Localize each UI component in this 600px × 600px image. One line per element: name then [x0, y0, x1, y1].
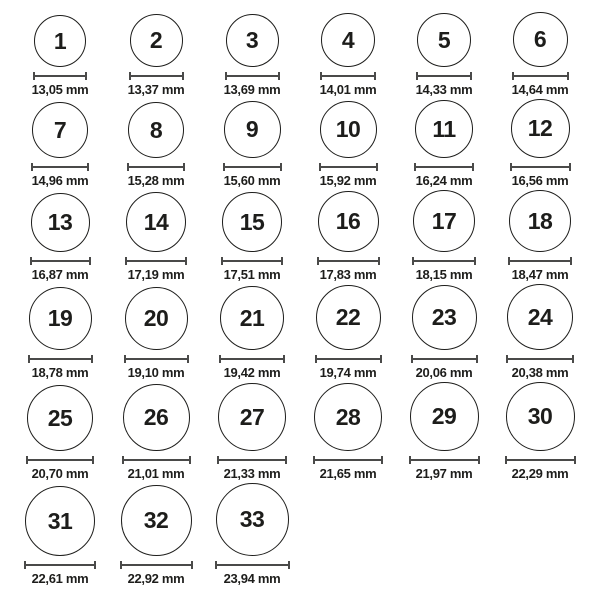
ruler-line	[221, 358, 283, 360]
ring-size-item	[125, 192, 187, 280]
ruler-line	[217, 564, 288, 566]
ring-size-number: 18	[527, 207, 553, 234]
ring-size-item	[122, 384, 191, 479]
diameter-ruler-icon	[215, 561, 290, 569]
ring-size-number: 11	[432, 115, 456, 142]
diameter-ruler-icon	[319, 163, 378, 171]
diameter-ruler-icon	[30, 257, 91, 265]
ring-circle-icon	[224, 101, 281, 158]
ruler-line	[35, 75, 85, 77]
diameter-ruler-icon	[31, 163, 89, 171]
chart-row-5	[12, 382, 588, 479]
ruler-line	[219, 459, 285, 461]
ring-circle-icon	[511, 99, 570, 158]
diameter-ruler-icon	[409, 456, 480, 464]
ring-size-number: 23	[431, 304, 457, 330]
ruler-line	[508, 358, 572, 360]
ruler-line	[512, 166, 569, 168]
ring-size-number: 25	[47, 404, 73, 431]
ring-circle-icon	[27, 385, 93, 451]
ring-circle-icon	[314, 383, 382, 451]
ruler-line	[414, 260, 474, 262]
diameter-label: 13,69 mm	[223, 82, 281, 97]
ruler-line	[131, 75, 182, 77]
ring-size-item	[319, 101, 378, 186]
ring-circle-icon	[318, 191, 379, 252]
ring-size-number: 31	[47, 507, 73, 534]
ring-size-item	[224, 14, 281, 95]
ring-circle-icon	[34, 15, 86, 67]
ring-size-number: 1	[53, 27, 67, 54]
ring-size-number: 5	[437, 26, 451, 53]
ruler-line	[122, 564, 191, 566]
diameter-label: 21,33 mm	[223, 466, 281, 481]
ring-size-item	[128, 14, 185, 95]
diameter-ruler-icon	[506, 355, 574, 363]
chart-row-2	[12, 99, 588, 186]
ring-size-number: 13	[47, 209, 73, 235]
ring-size-item	[313, 383, 383, 479]
diameter-ruler-icon	[219, 355, 285, 363]
ruler-line	[510, 260, 570, 262]
diameter-label: 19,10 mm	[127, 365, 185, 380]
ring-size-number: 26	[143, 404, 169, 430]
ring-size-number: 2	[149, 27, 163, 53]
diameter-ruler-icon	[120, 561, 193, 569]
ring-size-item	[409, 382, 480, 479]
ring-circle-icon	[25, 486, 95, 556]
diameter-label: 16,87 mm	[31, 267, 89, 282]
diameter-ruler-icon	[414, 163, 474, 171]
ring-size-item	[315, 285, 382, 378]
diameter-label: 22,61 mm	[31, 571, 89, 586]
diameter-ruler-icon	[317, 257, 380, 265]
ring-size-item	[215, 483, 290, 584]
ring-size-number: 19	[47, 305, 73, 331]
ruler-line	[321, 166, 376, 168]
diameter-ruler-icon	[26, 456, 94, 464]
ring-size-number: 20	[143, 305, 169, 331]
chart-row-6	[12, 483, 588, 584]
ring-size-item	[127, 102, 185, 186]
ring-size-item	[508, 190, 572, 280]
ruler-line	[26, 564, 94, 566]
ruler-line	[30, 358, 91, 360]
ring-size-item	[219, 286, 285, 378]
ruler-line	[127, 260, 185, 262]
ruler-line	[413, 358, 476, 360]
ring-circle-icon	[226, 14, 279, 67]
diameter-label: 14,01 mm	[319, 82, 377, 97]
ring-circle-icon	[417, 13, 471, 67]
ring-size-item	[510, 99, 571, 186]
diameter-label: 20,38 mm	[511, 365, 569, 380]
ring-circle-icon	[506, 382, 575, 451]
diameter-ruler-icon	[127, 163, 185, 171]
ruler-line	[28, 459, 92, 461]
ruler-line	[317, 358, 380, 360]
ring-size-number: 16	[335, 208, 361, 234]
ring-circle-icon	[218, 383, 286, 451]
diameter-label: 19,74 mm	[319, 365, 377, 380]
ring-circle-icon	[216, 483, 289, 556]
ring-size-item	[412, 190, 476, 280]
ring-circle-icon	[321, 13, 375, 67]
ring-size-item	[120, 485, 193, 584]
ruler-line	[126, 358, 187, 360]
ring-size-number: 7	[53, 116, 67, 143]
diameter-ruler-icon	[411, 355, 478, 363]
chart-row-3	[12, 190, 588, 280]
ring-size-number: 15	[239, 208, 265, 235]
ruler-line	[315, 459, 381, 461]
diameter-ruler-icon	[125, 257, 187, 265]
ring-size-number: 29	[431, 403, 457, 429]
ring-size-item	[124, 287, 189, 378]
ring-circle-icon	[32, 102, 88, 158]
ruler-line	[32, 260, 89, 262]
ring-circle-icon	[413, 190, 475, 252]
ring-size-item	[414, 100, 474, 186]
diameter-label: 16,24 mm	[415, 173, 473, 188]
ring-circle-icon	[412, 285, 477, 350]
ring-size-number: 22	[335, 304, 361, 330]
ring-size-item	[24, 486, 96, 584]
diameter-label: 21,97 mm	[415, 466, 473, 481]
ring-circle-icon	[125, 287, 188, 350]
diameter-label: 18,47 mm	[511, 267, 569, 282]
ruler-line	[411, 459, 478, 461]
ring-circle-icon	[316, 285, 381, 350]
ring-size-number: 8	[149, 116, 163, 143]
diameter-ruler-icon	[24, 561, 96, 569]
chart-row-4	[12, 284, 588, 378]
ring-size-number: 3	[245, 27, 259, 53]
ring-size-number: 4	[341, 26, 355, 53]
ring-size-number: 12	[527, 115, 553, 141]
ring-size-number: 28	[335, 403, 361, 430]
diameter-ruler-icon	[320, 72, 376, 80]
ring-circle-icon	[513, 12, 568, 67]
ring-size-number: 10	[335, 116, 361, 142]
ring-size-number: 6	[533, 26, 547, 52]
ring-size-number: 27	[239, 403, 265, 430]
ring-size-item	[31, 102, 89, 186]
ruler-line	[223, 260, 281, 262]
ring-circle-icon	[320, 101, 377, 158]
ring-circle-icon	[507, 284, 573, 350]
diameter-ruler-icon	[315, 355, 382, 363]
ring-circle-icon	[415, 100, 473, 158]
ring-circle-icon	[126, 192, 186, 252]
ring-circle-icon	[121, 485, 192, 556]
diameter-ruler-icon	[221, 257, 283, 265]
ring-circle-icon	[123, 384, 190, 451]
diameter-label: 20,70 mm	[31, 466, 89, 481]
ring-size-number: 33	[239, 506, 265, 532]
ring-size-item	[512, 12, 569, 95]
ring-size-item	[28, 287, 93, 378]
ring-circle-icon	[509, 190, 571, 252]
diameter-ruler-icon	[122, 456, 191, 464]
diameter-ruler-icon	[124, 355, 189, 363]
diameter-label: 16,56 mm	[511, 173, 569, 188]
diameter-label: 21,01 mm	[127, 466, 185, 481]
ruler-line	[416, 166, 472, 168]
diameter-ruler-icon	[416, 72, 472, 80]
diameter-label: 13,37 mm	[127, 82, 185, 97]
ring-circle-icon	[410, 382, 479, 451]
ring-size-item	[505, 382, 576, 479]
ring-size-item	[416, 13, 473, 95]
diameter-label: 13,05 mm	[31, 82, 89, 97]
diameter-ruler-icon	[223, 163, 282, 171]
ring-circle-icon	[130, 14, 183, 67]
ring-size-number: 14	[143, 208, 169, 235]
diameter-label: 18,78 mm	[31, 365, 89, 380]
diameter-ruler-icon	[225, 72, 280, 80]
ruler-line	[227, 75, 278, 77]
diameter-ruler-icon	[505, 456, 576, 464]
diameter-label: 17,51 mm	[223, 267, 281, 282]
diameter-label: 17,19 mm	[127, 267, 185, 282]
ring-size-item	[223, 101, 282, 186]
diameter-ruler-icon	[129, 72, 184, 80]
diameter-ruler-icon	[28, 355, 93, 363]
diameter-ruler-icon	[508, 257, 572, 265]
ring-size-item	[32, 15, 89, 95]
ruler-line	[514, 75, 567, 77]
ring-size-number: 32	[143, 507, 169, 533]
ring-size-number: 30	[527, 403, 553, 429]
ring-size-item	[26, 385, 94, 479]
chart-row-1	[12, 12, 588, 95]
ruler-line	[124, 459, 189, 461]
diameter-label: 19,42 mm	[223, 365, 281, 380]
ring-size-number: 24	[527, 303, 553, 330]
diameter-label: 22,92 mm	[127, 571, 185, 586]
ring-size-item	[506, 284, 574, 378]
diameter-label: 23,94 mm	[223, 571, 281, 586]
ring-size-number: 21	[239, 304, 265, 331]
diameter-label: 21,65 mm	[319, 466, 377, 481]
ruler-line	[225, 166, 280, 168]
ring-circle-icon	[128, 102, 184, 158]
diameter-label: 14,96 mm	[31, 173, 89, 188]
ring-size-item	[221, 192, 283, 280]
diameter-label: 15,28 mm	[127, 173, 185, 188]
ruler-line	[322, 75, 374, 77]
diameter-label: 22,29 mm	[511, 466, 569, 481]
diameter-label: 14,64 mm	[511, 82, 569, 97]
ring-size-item	[317, 191, 380, 280]
ring-size-number: 9	[245, 116, 259, 142]
diameter-label: 15,92 mm	[319, 173, 377, 188]
diameter-ruler-icon	[313, 456, 383, 464]
ruler-line	[33, 166, 87, 168]
ring-circle-icon	[220, 286, 284, 350]
ring-size-number: 17	[431, 207, 457, 234]
ruler-line	[319, 260, 378, 262]
ring-size-item	[320, 13, 377, 95]
ring-circle-icon	[222, 192, 282, 252]
ring-size-item	[411, 285, 478, 378]
diameter-label: 20,06 mm	[415, 365, 473, 380]
ruler-line	[418, 75, 470, 77]
diameter-ruler-icon	[33, 72, 87, 80]
diameter-ruler-icon	[510, 163, 571, 171]
diameter-label: 17,83 mm	[319, 267, 377, 282]
diameter-ruler-icon	[512, 72, 569, 80]
ring-circle-icon	[29, 287, 92, 350]
diameter-label: 14,33 mm	[415, 82, 473, 97]
ring-circle-icon	[31, 193, 90, 252]
ring-size-item	[217, 383, 287, 479]
diameter-label: 15,60 mm	[223, 173, 281, 188]
diameter-ruler-icon	[412, 257, 476, 265]
diameter-ruler-icon	[217, 456, 287, 464]
diameter-label: 18,15 mm	[415, 267, 473, 282]
ruler-line	[507, 459, 574, 461]
ruler-line	[129, 166, 183, 168]
ring-size-item	[30, 193, 91, 280]
